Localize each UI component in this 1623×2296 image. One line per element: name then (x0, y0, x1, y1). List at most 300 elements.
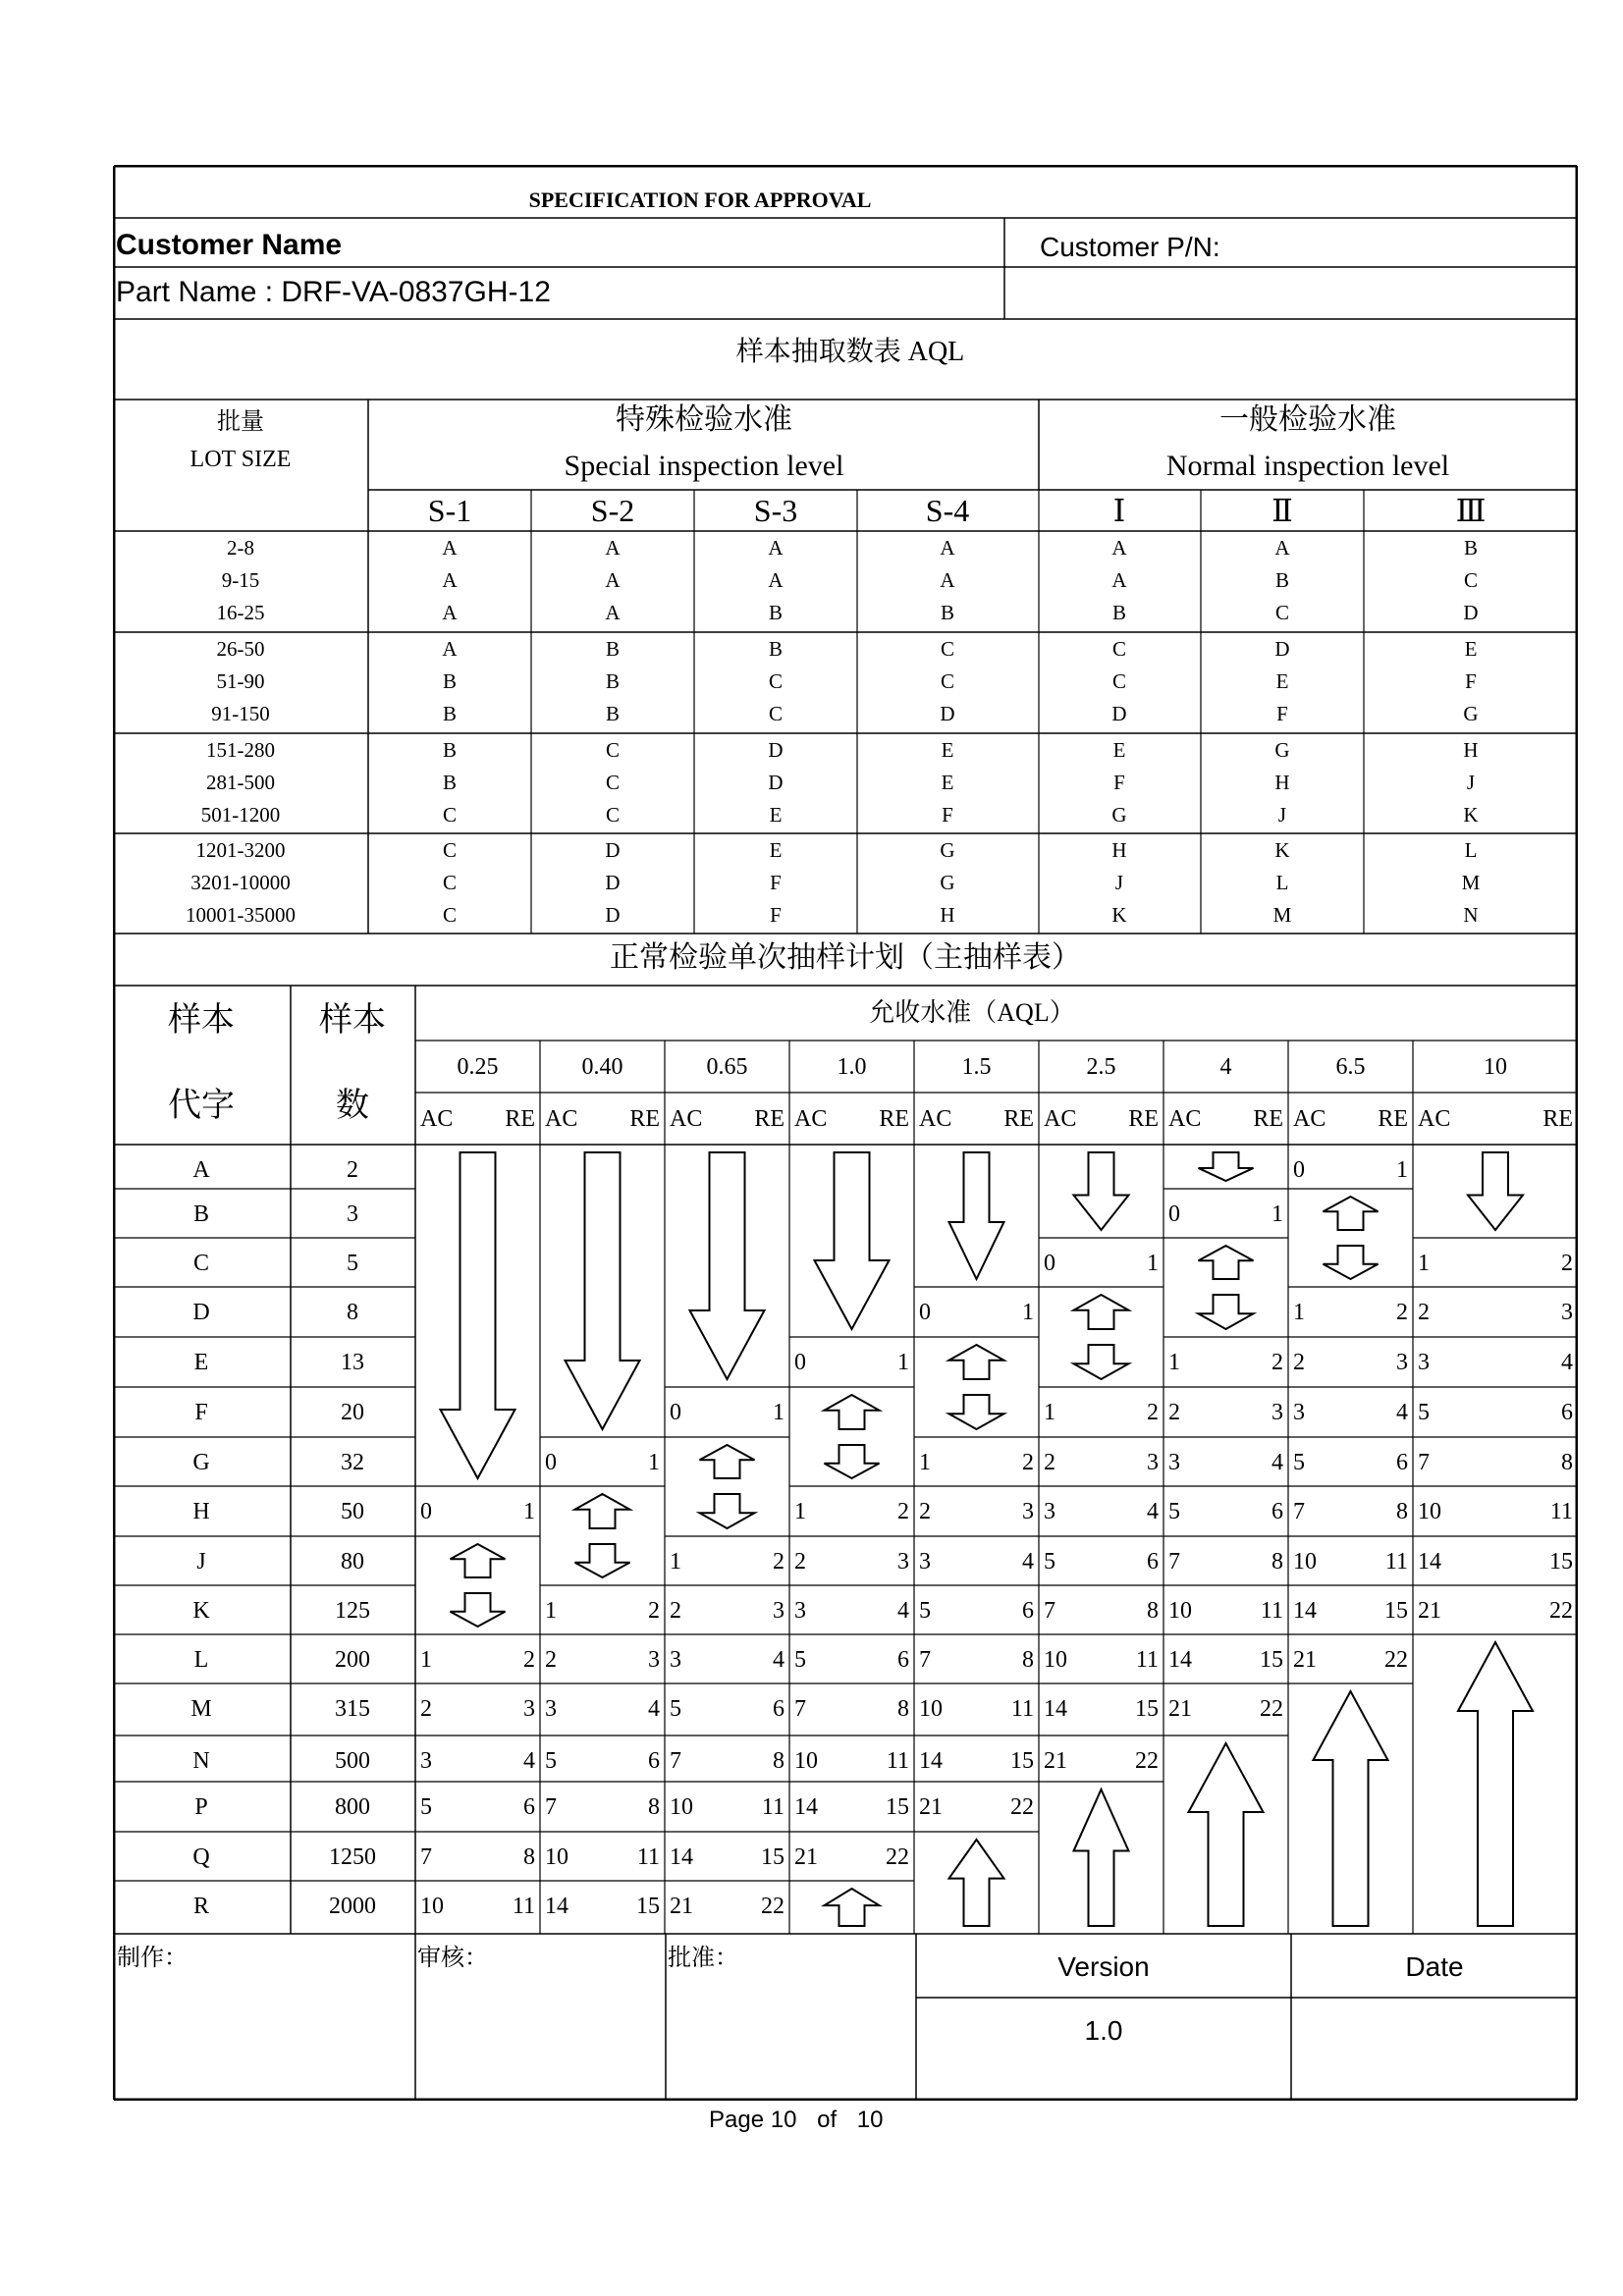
sample-code-letter: C (442, 903, 458, 927)
code-label-1: 样本 (168, 1002, 235, 1039)
arrow-up-icon (1199, 1246, 1254, 1279)
sample-code-letter: M (1461, 871, 1481, 894)
re-value: 4 (648, 1696, 660, 1722)
re-value: 2 (648, 1598, 660, 1624)
version-value: 1.0 (1084, 2015, 1123, 2046)
sample-code-letter: G (940, 838, 955, 862)
re-value: 22 (1010, 1794, 1034, 1820)
sample-code-letter: F (1276, 702, 1288, 725)
re-value: 1 (523, 1499, 535, 1524)
re-value: 1 (773, 1400, 784, 1425)
normal-level-cn: 一般检验水准 (1219, 403, 1396, 436)
re-value: 2 (1147, 1400, 1159, 1425)
arrow-up-icon (700, 1445, 755, 1478)
lot-size-en: LOT SIZE (189, 447, 292, 472)
re-value: 3 (1271, 1400, 1283, 1425)
re-value: 15 (1010, 1748, 1034, 1774)
ac-value: 5 (919, 1598, 931, 1624)
sample-code-letter: A (442, 568, 458, 592)
ac-value: 7 (670, 1748, 681, 1774)
ac-value: 14 (670, 1844, 693, 1870)
re-value: 15 (1135, 1696, 1159, 1722)
lot-size-range: 91-150 (211, 702, 270, 725)
aql-value: 10 (1484, 1054, 1507, 1080)
approval-sheet (113, 165, 1578, 2101)
ac-value: 7 (1168, 1549, 1180, 1575)
sample-size: 500 (335, 1748, 370, 1774)
ac-value: 10 (545, 1844, 568, 1870)
re-label: RE (1253, 1106, 1283, 1132)
ac-value: 5 (1044, 1549, 1055, 1575)
re-value: 22 (1384, 1647, 1408, 1673)
sample-code-letter: A (940, 536, 955, 560)
re-value: 3 (1561, 1300, 1573, 1325)
re-value: 4 (1396, 1400, 1408, 1425)
ac-value: 7 (919, 1647, 931, 1673)
re-value: 4 (523, 1748, 535, 1774)
ac-value: 5 (545, 1748, 557, 1774)
ac-value: 1 (420, 1647, 432, 1673)
sample-code-letter: C (1111, 669, 1127, 693)
sample-code-letter: H (1274, 771, 1290, 794)
ac-value: 0 (545, 1450, 557, 1475)
ac-value: 0 (420, 1499, 432, 1524)
re-value: 8 (523, 1844, 535, 1870)
sample-code-letter: E (769, 803, 783, 827)
re-value: 3 (1396, 1350, 1408, 1375)
sample-code-letter: B (940, 601, 955, 624)
arrow-down-icon (1468, 1152, 1523, 1230)
normal-level-en: Normal inspection level (1165, 450, 1450, 482)
ac-label: AC (919, 1106, 952, 1132)
sample-code-letter: F (1465, 669, 1477, 693)
code-label-2: 代字 (168, 1088, 235, 1124)
arrow-up-icon (1189, 1743, 1264, 1926)
sample-code-letter: F (770, 871, 782, 894)
arrow-down-icon (1074, 1345, 1129, 1379)
level-header: S-2 (590, 493, 635, 528)
arrow-down-icon (575, 1544, 630, 1577)
ac-value: 0 (1168, 1201, 1180, 1227)
re-label: RE (1542, 1106, 1573, 1132)
re-value: 11 (886, 1748, 909, 1774)
lot-size-range: 16-25 (216, 601, 265, 624)
re-value: 3 (897, 1549, 909, 1575)
ac-value: 2 (1293, 1350, 1305, 1375)
page-label: Page (709, 2107, 765, 2133)
ac-label: AC (1168, 1106, 1202, 1132)
arrow-up-icon (1074, 1789, 1129, 1926)
arrow-up-icon (1074, 1295, 1129, 1329)
re-value: 11 (761, 1794, 784, 1820)
re-label: RE (1128, 1106, 1159, 1132)
special-level-en: Special inspection level (564, 450, 844, 482)
arrow-down-icon (690, 1152, 765, 1379)
part-name: Part Name : DRF-VA-0837GH-12 (116, 276, 551, 308)
ac-value: 21 (1293, 1647, 1317, 1673)
arrow-down-icon (1324, 1246, 1379, 1279)
arrow-down-icon (451, 1593, 506, 1627)
sample-size: 315 (335, 1696, 370, 1722)
aql-value: 6.5 (1335, 1054, 1366, 1080)
ac-value: 3 (1044, 1499, 1055, 1524)
lot-size-range: 26-50 (216, 637, 265, 661)
level-header: S-4 (925, 493, 970, 528)
aql-value: 2.5 (1086, 1054, 1116, 1080)
size-label-2: 数 (336, 1088, 369, 1124)
ac-label: AC (545, 1106, 578, 1132)
re-label: RE (1003, 1106, 1034, 1132)
sample-code-letter: D (1274, 637, 1290, 661)
re-value: 6 (1147, 1549, 1159, 1575)
sample-code-letter: B (768, 601, 784, 624)
lot-size-range: 1201-3200 (195, 838, 286, 862)
ac-value: 10 (1168, 1598, 1192, 1624)
re-value: 11 (512, 1894, 535, 1919)
re-value: 1 (897, 1350, 909, 1375)
sample-code-letter: C (605, 803, 621, 827)
ac-value: 7 (1293, 1499, 1305, 1524)
aql-value: 0.25 (457, 1054, 499, 1080)
ac-value: 5 (1293, 1450, 1305, 1475)
sample-size: 200 (335, 1647, 370, 1673)
ac-value: 3 (1293, 1400, 1305, 1425)
re-value: 2 (897, 1499, 909, 1524)
re-value: 3 (1022, 1499, 1034, 1524)
aql-label: 允收水准（AQL） (869, 998, 1075, 1027)
sample-code-letter: D (605, 871, 621, 894)
page-footer (709, 2109, 884, 2132)
ac-label: AC (1418, 1106, 1451, 1132)
ac-value: 5 (794, 1647, 806, 1673)
sample-code-letter: G (940, 871, 955, 894)
ac-value: 14 (1168, 1647, 1192, 1673)
sample-code-letter: A (442, 536, 458, 560)
sample-size: 5 (347, 1251, 358, 1276)
ac-value: 2 (545, 1647, 557, 1673)
customer-name-label: Customer Name (116, 229, 343, 261)
sample-code: E (193, 1350, 209, 1375)
ac-value: 5 (670, 1696, 681, 1722)
sample-code: C (192, 1251, 210, 1276)
re-value: 4 (1561, 1350, 1573, 1375)
sample-code: K (192, 1598, 210, 1624)
re-value: 2 (1022, 1450, 1034, 1475)
ac-value: 14 (794, 1794, 818, 1820)
re-value: 22 (1135, 1748, 1159, 1774)
ac-value: 2 (1418, 1300, 1430, 1325)
sample-code: H (192, 1499, 210, 1524)
sample-code-letter: C (768, 669, 784, 693)
sample-code-letter: D (940, 702, 955, 725)
arrow-down-icon (815, 1152, 890, 1329)
level-header: S-3 (753, 493, 798, 528)
re-value: 1 (1396, 1157, 1408, 1183)
re-value: 15 (636, 1894, 660, 1919)
ac-value: 2 (1168, 1400, 1180, 1425)
sample-code-letter: A (605, 601, 621, 624)
arrow-up-icon (825, 1395, 880, 1429)
arrow-layer (113, 165, 1578, 2101)
sample-code-letter: A (1274, 536, 1290, 560)
ac-value: 10 (420, 1894, 444, 1919)
sample-size: 800 (335, 1794, 370, 1820)
re-value: 15 (1549, 1549, 1573, 1575)
sample-code-letter: G (1274, 738, 1290, 762)
ac-value: 3 (1418, 1350, 1430, 1375)
lot-size-range: 2-8 (227, 536, 254, 560)
ac-value: 3 (794, 1598, 806, 1624)
ac-value: 3 (670, 1647, 681, 1673)
level-header: Ⅲ (1455, 493, 1487, 528)
sample-code-letter: K (1463, 803, 1479, 827)
re-value: 22 (1260, 1696, 1283, 1722)
lot-size-range: 151-280 (206, 738, 275, 762)
ac-value: 3 (1168, 1450, 1180, 1475)
sample-code-letter: C (605, 738, 621, 762)
re-value: 4 (773, 1647, 784, 1673)
re-value: 22 (761, 1894, 784, 1919)
re-value: 6 (1396, 1450, 1408, 1475)
lot-size-range: 3201-10000 (190, 871, 291, 894)
re-value: 15 (886, 1794, 909, 1820)
ac-value: 14 (919, 1748, 943, 1774)
level-header: Ⅱ (1271, 493, 1293, 528)
arrow-down-icon (1199, 1152, 1254, 1181)
sample-code-letter: G (1463, 702, 1479, 725)
ac-value: 21 (1044, 1748, 1067, 1774)
approved-by-label: 批准： (668, 1946, 738, 1971)
sample-code-letter: H (1463, 738, 1479, 762)
aql-value: 0.40 (581, 1054, 623, 1080)
sample-code-letter: F (1113, 771, 1125, 794)
ac-value: 7 (420, 1844, 432, 1870)
sample-size: 2 (347, 1157, 358, 1183)
sample-code-letter: H (940, 903, 955, 927)
re-value: 6 (897, 1647, 909, 1673)
arrow-up-icon (451, 1544, 506, 1577)
sample-code-letter: K (1111, 903, 1127, 927)
re-value: 8 (1147, 1598, 1159, 1624)
re-value: 3 (523, 1696, 535, 1722)
re-value: 6 (1271, 1499, 1283, 1524)
sample-code-letter: B (768, 637, 784, 661)
re-value: 4 (1147, 1499, 1159, 1524)
sample-code-letter: B (605, 637, 621, 661)
reviewed-by-label: 审核： (417, 1946, 488, 1971)
version-label: Version (1057, 1951, 1150, 1982)
sample-code-letter: C (442, 803, 458, 827)
re-value: 4 (897, 1598, 909, 1624)
re-value: 6 (648, 1748, 660, 1774)
ac-value: 10 (919, 1696, 943, 1722)
aql-value: 0.65 (706, 1054, 748, 1080)
arrow-down-icon (700, 1494, 755, 1528)
re-value: 1 (648, 1450, 660, 1475)
sample-code-letter: K (1274, 838, 1290, 862)
re-value: 15 (1384, 1598, 1408, 1624)
re-value: 8 (897, 1696, 909, 1722)
sample-code: M (190, 1696, 212, 1722)
ac-value: 5 (1168, 1499, 1180, 1524)
sample-code-letter: J (1114, 871, 1124, 894)
sample-size: 3 (347, 1201, 358, 1227)
re-value: 3 (1147, 1450, 1159, 1475)
sample-code-letter: B (605, 702, 621, 725)
sample-code-letter: D (605, 838, 621, 862)
re-value: 11 (1260, 1598, 1283, 1624)
sample-code-letter: F (942, 803, 953, 827)
arrow-down-icon (949, 1395, 1004, 1429)
re-value: 2 (1561, 1251, 1573, 1276)
special-level-cn: 特殊检验水准 (616, 403, 792, 436)
sample-code-letter: F (770, 903, 782, 927)
sample-code-letter: D (768, 738, 784, 762)
re-label: RE (1378, 1106, 1408, 1132)
ac-value: 7 (545, 1794, 557, 1820)
re-value: 4 (1271, 1450, 1283, 1475)
re-value: 8 (648, 1794, 660, 1820)
arrow-up-icon (1458, 1642, 1533, 1926)
re-value: 8 (1022, 1647, 1034, 1673)
re-value: 11 (1010, 1696, 1034, 1722)
arrow-down-icon (1199, 1295, 1254, 1329)
arrow-up-icon (949, 1840, 1004, 1926)
sample-code: G (192, 1450, 210, 1475)
arrow-up-icon (949, 1345, 1004, 1379)
sample-code-letter: C (442, 871, 458, 894)
re-value: 2 (773, 1549, 784, 1575)
ac-label: AC (1293, 1106, 1326, 1132)
ac-value: 1 (1293, 1300, 1305, 1325)
ac-value: 21 (1168, 1696, 1192, 1722)
sample-code-letter: D (605, 903, 621, 927)
ac-value: 1 (545, 1598, 557, 1624)
sample-code-letter: C (1111, 637, 1127, 661)
re-value: 8 (1271, 1549, 1283, 1575)
lot-size-range: 281-500 (206, 771, 275, 794)
sample-code-letter: A (442, 637, 458, 661)
arrow-up-icon (1324, 1197, 1379, 1230)
lot-size-range: 10001-35000 (186, 903, 296, 927)
sample-code-letter: C (605, 771, 621, 794)
re-value: 2 (1396, 1300, 1408, 1325)
ac-value: 2 (670, 1598, 681, 1624)
arrow-up-icon (575, 1494, 630, 1528)
re-value: 6 (1022, 1598, 1034, 1624)
ac-value: 3 (919, 1549, 931, 1575)
re-value: 11 (1135, 1647, 1159, 1673)
ac-value: 14 (1293, 1598, 1317, 1624)
re-value: 15 (761, 1844, 784, 1870)
ac-value: 1 (1418, 1251, 1430, 1276)
sample-size: 125 (335, 1598, 370, 1624)
sample-code-letter: A (605, 568, 621, 592)
sample-code: J (196, 1549, 206, 1575)
sample-code-letter: A (605, 536, 621, 560)
sample-code-letter: E (769, 838, 783, 862)
ac-value: 21 (670, 1894, 693, 1919)
sample-size: 80 (341, 1549, 364, 1575)
sample-code-letter: J (1466, 771, 1476, 794)
sample-size: 13 (341, 1350, 364, 1375)
sample-code: F (194, 1400, 208, 1425)
lot-size-range: 51-90 (216, 669, 265, 693)
aql-value: 1.5 (961, 1054, 992, 1080)
re-value: 2 (523, 1647, 535, 1673)
sample-size: 20 (341, 1400, 364, 1425)
ac-value: 3 (420, 1748, 432, 1774)
re-value: 8 (1561, 1450, 1573, 1475)
sample-code-letter: B (442, 702, 458, 725)
ac-value: 7 (1044, 1598, 1055, 1624)
ac-value: 5 (1418, 1400, 1430, 1425)
sample-code-letter: H (1111, 838, 1127, 862)
date-label: Date (1405, 1951, 1464, 1982)
sample-code-letter: C (940, 669, 955, 693)
ac-value: 5 (420, 1794, 432, 1820)
re-value: 1 (1147, 1251, 1159, 1276)
sample-code-letter: C (940, 637, 955, 661)
ac-value: 1 (794, 1499, 806, 1524)
sample-size: 50 (341, 1499, 364, 1524)
page-total: 10 (856, 2107, 884, 2133)
ac-value: 1 (1168, 1350, 1180, 1375)
sample-code-letter: E (1275, 669, 1289, 693)
ac-value: 0 (794, 1350, 806, 1375)
ac-value: 7 (1418, 1450, 1430, 1475)
plan-table-title: 正常检验单次抽样计划（主抽样表） (610, 941, 1081, 974)
sample-code: N (192, 1748, 210, 1774)
sample-code-letter: E (1112, 738, 1126, 762)
re-value: 1 (1022, 1300, 1034, 1325)
sample-code-letter: A (1111, 568, 1127, 592)
sample-code-letter: B (442, 771, 458, 794)
ac-value: 7 (794, 1696, 806, 1722)
sample-code-letter: D (1463, 601, 1479, 624)
sample-size: 2000 (329, 1894, 376, 1919)
re-value: 3 (773, 1598, 784, 1624)
ac-value: 0 (1044, 1251, 1055, 1276)
sample-code: L (193, 1647, 209, 1673)
arrow-down-icon (825, 1445, 880, 1478)
sample-code-letter: B (605, 669, 621, 693)
sample-code-letter: E (1464, 637, 1478, 661)
ac-value: 0 (670, 1400, 681, 1425)
sample-code-letter: B (1463, 536, 1479, 560)
lot-size-range: 9-15 (221, 568, 260, 592)
re-value: 4 (1022, 1549, 1034, 1575)
ac-value: 21 (1418, 1598, 1441, 1624)
document-title: SPECIFICATION FOR APPROVAL (528, 187, 872, 212)
arrow-up-icon (825, 1889, 880, 1926)
re-value: 8 (773, 1748, 784, 1774)
sample-code-letter: E (941, 771, 954, 794)
ac-value: 2 (794, 1549, 806, 1575)
aql-value: 4 (1219, 1054, 1232, 1080)
sample-code-letter: A (768, 568, 784, 592)
arrow-down-icon (949, 1152, 1004, 1279)
re-label: RE (754, 1106, 784, 1132)
sample-code: D (192, 1300, 210, 1325)
ac-value: 10 (794, 1748, 818, 1774)
sample-code: B (192, 1201, 210, 1227)
re-value: 3 (648, 1647, 660, 1673)
sample-code-letter: B (1274, 568, 1290, 592)
sample-code-letter: B (442, 738, 458, 762)
aql-value: 1.0 (837, 1054, 867, 1080)
sample-code-letter: B (1111, 601, 1127, 624)
